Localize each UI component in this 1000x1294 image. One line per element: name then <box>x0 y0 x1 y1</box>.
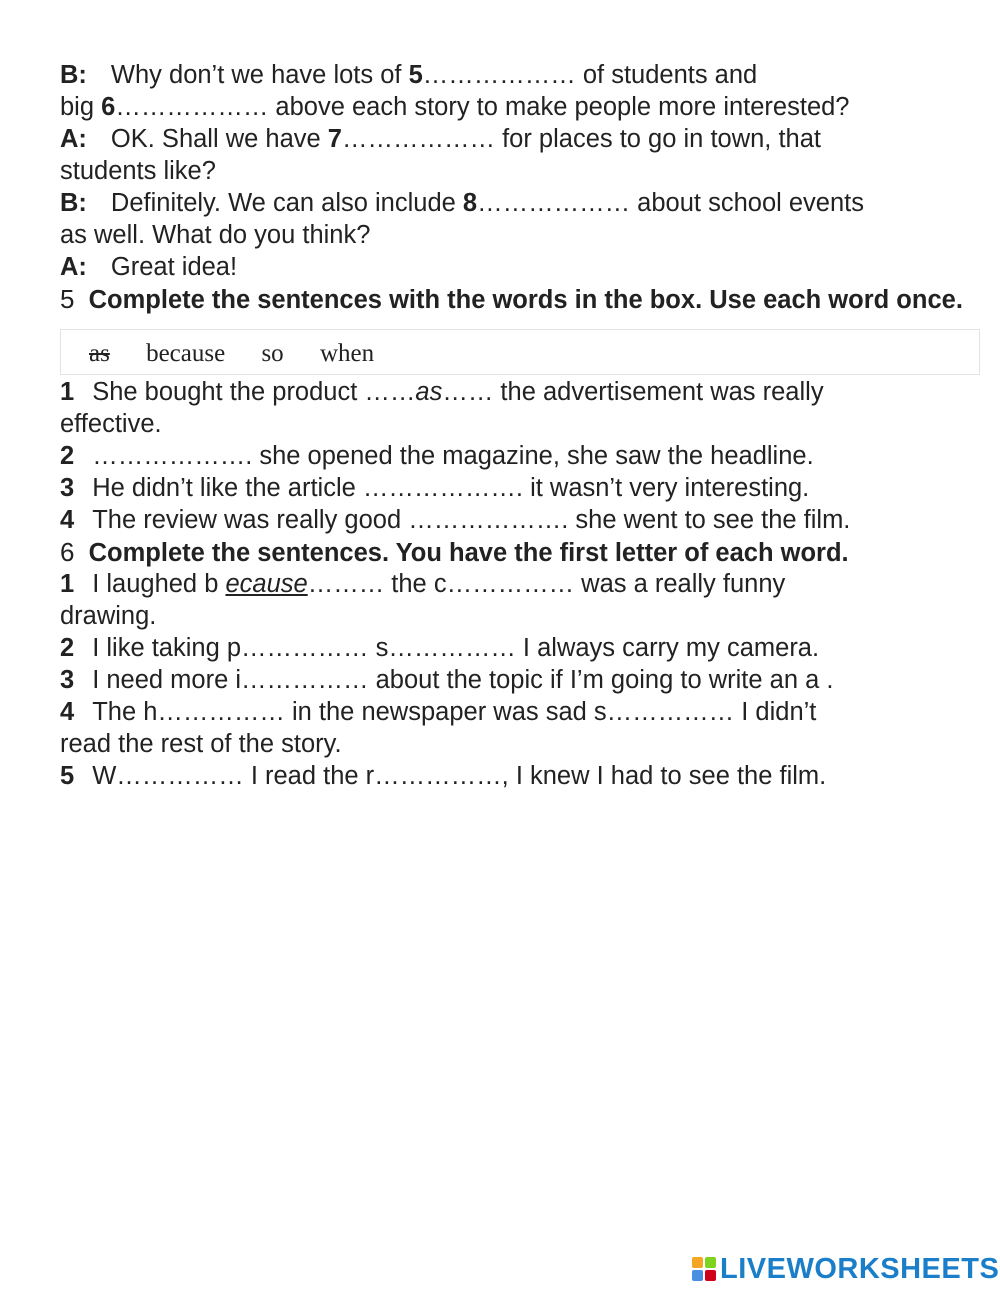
answer-example: ecause <box>225 570 308 598</box>
logo-icon <box>692 1257 716 1281</box>
section-6-heading: 6 Complete the sentences. You have the first letter of each word. <box>60 537 849 567</box>
s5-item-1: 1 She bought the product ……as…… the advertisement was really <box>60 378 824 406</box>
word-box-item: when <box>319 340 375 367</box>
s6-item-1-cont: drawing. <box>60 602 157 630</box>
dialogue-line-2: big 6……………… above each story to make people more interested? <box>60 93 850 121</box>
logo-square <box>705 1270 716 1281</box>
logo-square <box>692 1257 703 1268</box>
logo-square <box>705 1257 716 1268</box>
word-box-item: as <box>89 340 110 367</box>
logo-square <box>692 1270 703 1281</box>
liveworksheets-logo <box>692 1254 999 1284</box>
dialogue-line-5: B: Definitely. We can also include 8……………… about school events <box>60 189 865 217</box>
s6-item-3: 3 I need more i…………… about the topic if I’m going to write an a . <box>60 666 834 694</box>
s6-item-5: 5 W…………… I read the r……………, I knew I had to see the film. <box>60 762 827 790</box>
word-box <box>60 329 980 375</box>
dialogue-line-4: students like? <box>60 157 216 185</box>
dialogue-line-7: A: Great idea! <box>60 253 238 281</box>
s6-item-1: 1 I laughed b ecause……… the c…………… was a really funny <box>60 570 786 598</box>
section-5-heading: 5 Complete the sentences with the words in the box. Use each word once. <box>60 284 963 314</box>
s6-item-4: 4 The h…………… in the newspaper was sad s…………… I didn’t <box>60 698 817 726</box>
s6-item-2: 2 I like taking p…………… s…………… I always carry my camera. <box>60 634 820 662</box>
s5-item-2: 2 ………………. she opened the magazine, she saw the headline. <box>60 442 814 470</box>
word-box-item: so <box>261 340 284 367</box>
dialogue-line-6: as well. What do you think? <box>60 221 371 249</box>
dialogue-line-1: B: Why don’t we have lots of 5……………… of students and <box>60 61 758 89</box>
s5-item-3: 3 He didn’t like the article ………………. it wasn’t very interesting. <box>60 474 810 502</box>
word-box-item: because <box>146 340 226 367</box>
s6-item-4-cont: read the rest of the story. <box>60 730 342 758</box>
logo-text: LIVEWORKSHEETS <box>720 1252 1000 1285</box>
worksheet-page <box>60 59 980 792</box>
s5-item-1-cont: effective. <box>60 410 162 438</box>
dialogue-line-3: A: OK. Shall we have 7……………… for places to go in town, that <box>60 125 822 153</box>
answer-example: as <box>415 378 443 406</box>
s5-item-4: 4 The review was really good ………………. she went to see the film. <box>60 506 851 534</box>
